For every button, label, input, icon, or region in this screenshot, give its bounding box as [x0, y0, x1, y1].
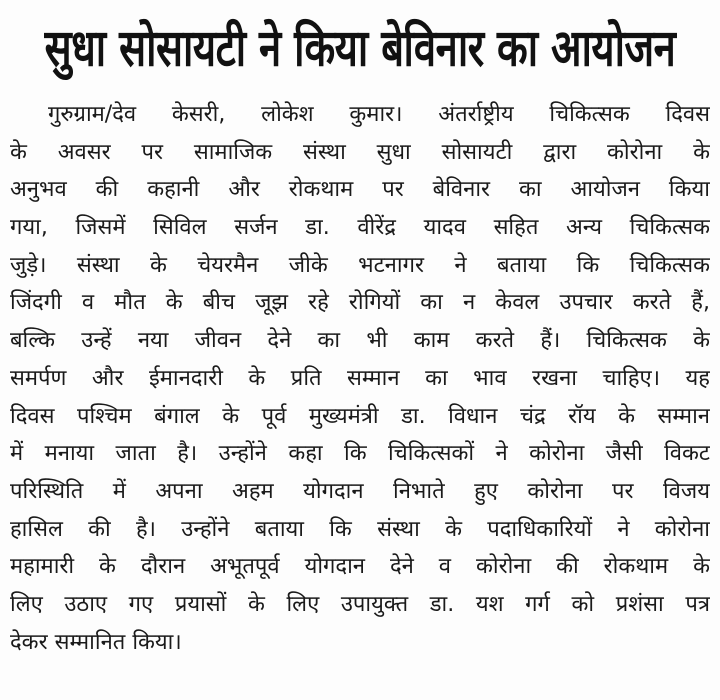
- article-line: जिंदगी व मौत के बीच जूझ रहे रोगियों का न केवल उपचार करते हैं,: [10, 290, 710, 316]
- article-line: में मनाया जाता है। उन्होंने कहा कि चिकित्सकों ने कोरोना जैसी विकट: [10, 441, 710, 467]
- article-line: गुरुग्राम/देव केसरी, लोकेश कुमार। अंतर्राष्ट्रीय चिकित्सक दिवस: [48, 102, 710, 127]
- article-line: बल्कि उन्हें नया जीवन देने का भी काम करते हैं। चिकित्सक के: [10, 328, 710, 354]
- article-line: गया, जिसमें सिविल सर्जन डा. वीरेंद्र यादव सहित अन्य चिकित्सक: [10, 215, 710, 241]
- article-line: हासिल की है। उन्होंने बताया कि संस्था के पदाधिकारियों ने कोरोना: [10, 516, 710, 542]
- article-line: दिवस पश्चिम बंगाल के पूर्व मुख्यमंत्री डा. विधान चंद्र रॉय के सम्मान: [10, 403, 710, 429]
- article-line: जुड़े। संस्था के चेयरमैन जीके भटनागर ने बताया कि चिकित्सक: [10, 252, 710, 278]
- article-line: परिस्थिति में अपना अहम योगदान निभाते हुए कोरोना पर विजय: [10, 478, 710, 504]
- article-line: देकर सम्मानित किया।: [10, 629, 182, 655]
- article-line: अनुभव की कहानी और रोकथाम पर बेविनार का आयोजन किया: [10, 177, 710, 203]
- article-line: लिए उठाए गए प्रयासों के लिए उपायुक्त डा. यश गर्ग को प्रशंसा पत्र: [10, 591, 710, 617]
- article-line: समर्पण और ईमानदारी के प्रति सम्मान का भाव रखना चाहिए। यह: [10, 365, 710, 391]
- article-line: महामारी के दौरान अभूतपूर्व योगदान देने व कोरोना की रोकथाम के: [10, 554, 710, 580]
- article-line: के अवसर पर सामाजिक संस्था सुधा सोसायटी द्वारा कोरोना के: [10, 139, 710, 165]
- article-body: [10, 96, 710, 661]
- headline: सुधा सोसायटी ने किया बेविनार का आयोजन: [44, 19, 676, 79]
